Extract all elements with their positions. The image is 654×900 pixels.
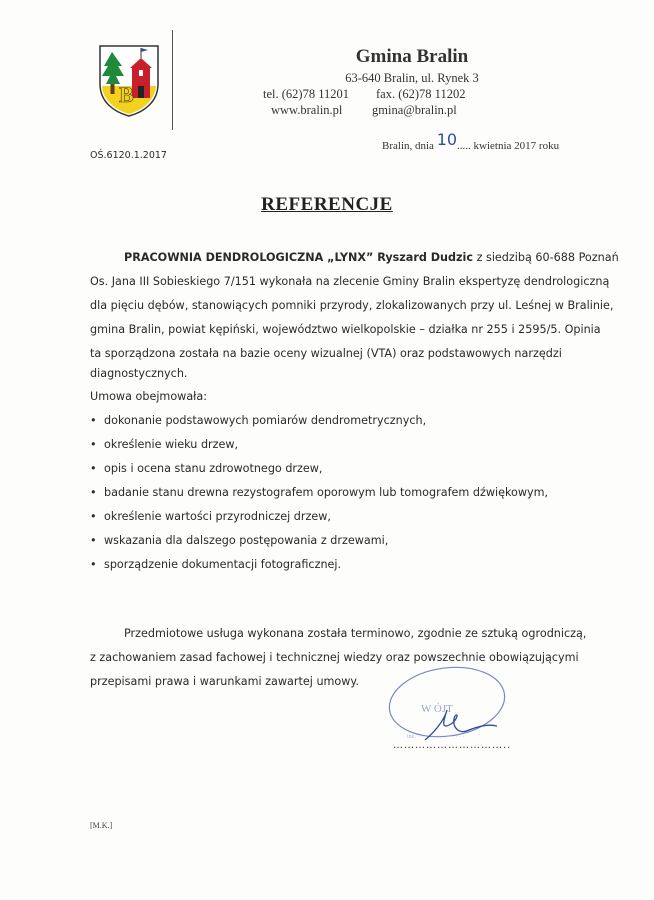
bullet-icon: • xyxy=(90,414,97,427)
paragraph-1-line-3: dla pięciu dębów, stanowiących pomniki przyrody, zlokalizowanych przy ul. Leśnej w Bralinie, xyxy=(90,299,614,312)
bullet-icon: • xyxy=(90,462,97,475)
footer-initials: [M.K.] xyxy=(90,821,113,830)
scope-list-item xyxy=(90,438,238,451)
scope-list-item xyxy=(90,558,341,571)
date-day-handwritten: 10 xyxy=(436,130,458,149)
paragraph-2-line-1: Przedmiotowe usługa wykonana została terminowo, zgodnie ze sztuką ogrodniczą, xyxy=(124,627,587,640)
signature-line: ………………………….. xyxy=(393,740,512,751)
paragraph-1-line-6: diagnostycznych. xyxy=(90,367,188,380)
scope-list-item-text: badanie stanu drewna rezystografem oporowym lub tomografem dźwiękowym, xyxy=(104,486,549,499)
scope-list-item-text: dokonanie podstawowych pomiarów dendrometrycznych, xyxy=(104,414,427,427)
bullet-icon: • xyxy=(90,438,97,451)
scope-list-item xyxy=(90,414,426,427)
scope-list-item-text: sporządzenie dokumentacji fotograficznej. xyxy=(104,558,342,571)
scope-list-item xyxy=(90,534,388,547)
scope-list-item-text: wskazania dla dalszego postępowania z drzewami, xyxy=(104,534,389,547)
date-line xyxy=(382,130,560,153)
gmina-crest-emblem xyxy=(98,44,160,118)
paragraph-1-line-5: ta sporządzona została na bazie oceny wizualnej (VTA) oraz podstawowych narzędzi xyxy=(90,347,562,360)
email-link[interactable]: gmina@bralin.pl xyxy=(372,103,457,117)
scope-list-item xyxy=(90,462,322,475)
scope-intro: Umowa obejmowała: xyxy=(90,390,207,403)
bullet-icon: • xyxy=(90,558,97,571)
paragraph-1-line-1-rest: z siedzibą 60-688 Poznań xyxy=(476,251,619,264)
fax-number: fax. (62)78 11202 xyxy=(376,87,466,101)
date-prefix: Bralin, dnia xyxy=(382,140,434,152)
scope-list-item-text: opis i ocena stanu zdrowotnego drzew, xyxy=(104,462,323,475)
reference-number: OŚ.6120.1.2017 xyxy=(90,150,167,161)
svg-text:B: B xyxy=(119,82,134,107)
bullet-icon: • xyxy=(90,510,97,523)
bullet-icon: • xyxy=(90,534,97,547)
scope-list-item-text: określenie wartości przyrodniczej drzew, xyxy=(104,510,331,523)
paragraph-2-line-3: przepisami prawa i warunkami zawartej umowy. xyxy=(90,675,360,688)
scope-list-item xyxy=(90,510,331,523)
stamp-text: W ÓJT xyxy=(421,703,453,715)
website-link[interactable]: www.bralin.pl xyxy=(271,103,343,117)
date-suffix: ..... kwietnia 2017 roku xyxy=(457,140,560,152)
scope-list-item xyxy=(90,486,548,499)
organization-address: 63-640 Bralin, ul. Rynek 3 xyxy=(345,71,479,85)
paragraph-1-line-4: gmina Bralin, powiat kępiński, województwo wielkopolskie – działka nr 255 i 2595/5. Opinia xyxy=(90,323,601,336)
paragraph-1-line-2: Os. Jana III Sobieskiego 7/151 wykonała na zlecenie Gminy Bralin ekspertyzę dendrologiczną xyxy=(90,275,610,288)
phone-number: tel. (62)78 11201 xyxy=(263,87,349,101)
paragraph-2-line-2: z zachowaniem zasad fachowej i technicznej wiedzy oraz powszechnie obowiązującymi xyxy=(90,651,579,664)
paragraph-1-line-1 xyxy=(124,246,619,271)
company-name: PRACOWNIA DENDROLOGICZNA „LYNX” Ryszard Dudzic xyxy=(124,251,473,264)
organization-name: Gmina Bralin xyxy=(355,46,469,67)
scope-list-item-text: określenie wieku drzew, xyxy=(104,438,239,451)
document-title: REFERENCJE xyxy=(261,194,393,215)
bullet-icon: • xyxy=(90,486,97,499)
svg-text:inż. · · · · · · · · · · · · ·: inż. · · · · · · · · · · · · · · xyxy=(407,734,465,740)
